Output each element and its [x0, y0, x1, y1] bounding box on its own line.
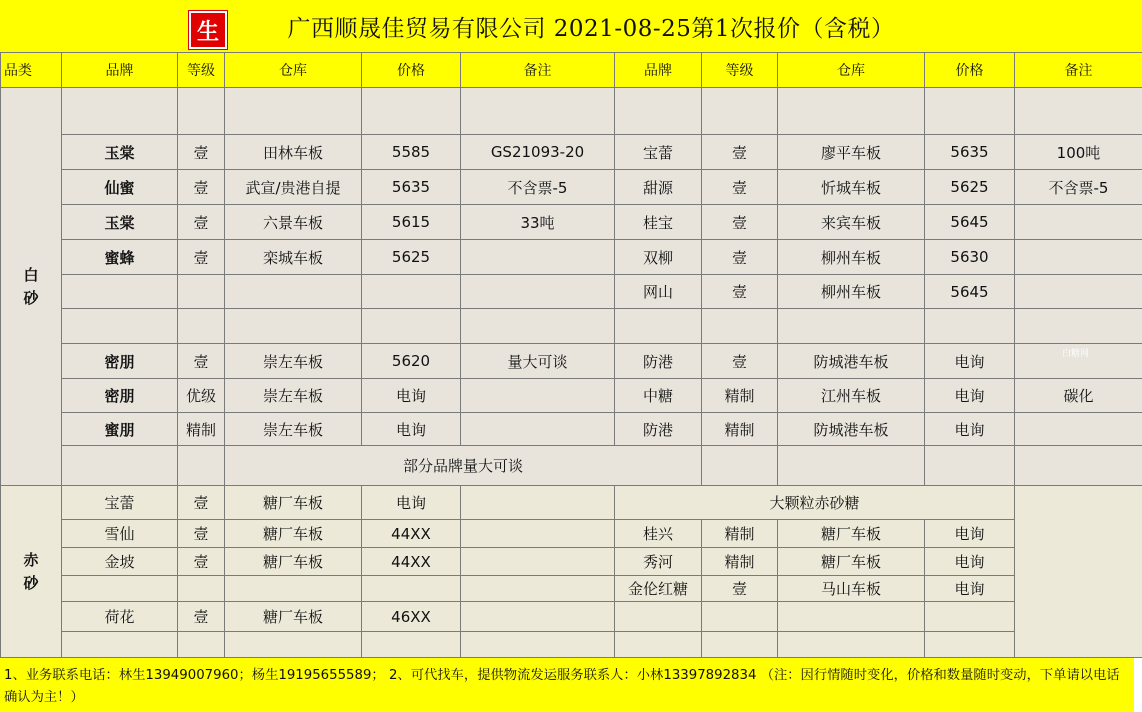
col-warehouse: 仓库 — [225, 53, 362, 88]
table-row — [1, 205, 1142, 240]
negotiable-note: 部分品牌量大可谈 — [225, 446, 702, 486]
cell — [178, 576, 225, 602]
cell — [62, 275, 178, 309]
cell-warehouse: 糖厂车板 — [778, 520, 925, 548]
cell-price: 5635 — [362, 170, 461, 205]
cell-brand: 密朋 — [62, 379, 178, 413]
cell — [615, 88, 702, 135]
cell — [925, 88, 1015, 135]
cell — [225, 275, 362, 309]
cell — [362, 576, 461, 602]
cell-price: 44XX — [362, 520, 461, 548]
cell — [461, 309, 615, 344]
cell-grade: 壹 — [178, 520, 225, 548]
cell-price: 电询 — [362, 413, 461, 446]
cell-warehouse: 江州车板 — [778, 379, 925, 413]
cell-grade: 精制 — [178, 413, 225, 446]
cell — [461, 88, 615, 135]
cell-grade: 壹 — [178, 240, 225, 275]
cell-warehouse: 武宣/贵港自提 — [225, 170, 362, 205]
col-grade-right: 等级 — [702, 53, 778, 88]
cell — [461, 632, 615, 658]
cell-warehouse: 田林车板 — [225, 135, 362, 170]
table-row — [1, 240, 1142, 275]
cell-brand: 防港 — [615, 413, 702, 446]
page-title: 广西顺晟佳贸易有限公司 2021-08-25第1次报价（含税） — [287, 15, 895, 42]
table-row — [1, 548, 1142, 576]
category-brown-sugar — [1, 486, 62, 658]
table-row — [1, 486, 1142, 520]
cell-remark — [1015, 275, 1142, 309]
cell-remark: 100吨 — [1015, 135, 1142, 170]
cell — [615, 632, 702, 658]
cell-grade: 精制 — [702, 413, 778, 446]
table-row — [1, 632, 1142, 658]
cell-brand: 金伦红糖 — [615, 576, 702, 602]
cell-price: 电询 — [925, 548, 1015, 576]
cell-warehouse: 栾城车板 — [225, 240, 362, 275]
cell-remark: 33吨 — [461, 205, 615, 240]
category-char: 赤 — [23, 550, 39, 569]
cell — [362, 309, 461, 344]
cell-remark — [1015, 413, 1142, 446]
cell-grade: 精制 — [702, 379, 778, 413]
cell-price: 5620 — [362, 344, 461, 379]
cell — [925, 309, 1015, 344]
category-white-sugar — [1, 88, 62, 486]
cell-warehouse: 来宾车板 — [778, 205, 925, 240]
table-row — [1, 170, 1142, 205]
cell — [1015, 446, 1142, 486]
cell-price: 5630 — [925, 240, 1015, 275]
price-table — [0, 52, 1142, 658]
cell-remark: 不含票-5 — [1015, 170, 1142, 205]
cell-warehouse: 糖厂车板 — [225, 520, 362, 548]
cell-remark — [461, 413, 615, 446]
cell-price: 电询 — [362, 486, 461, 520]
cell-price: 5635 — [925, 135, 1015, 170]
cell-warehouse: 糖厂车板 — [225, 486, 362, 520]
cell-brand: 仙蜜 — [62, 170, 178, 205]
cell-price: 电询 — [925, 344, 1015, 379]
table-row — [1, 602, 1142, 632]
cell — [461, 576, 615, 602]
cell-brand: 蜜蜂 — [62, 240, 178, 275]
cell-warehouse: 糖厂车板 — [225, 602, 362, 632]
cell — [1015, 309, 1142, 344]
cell-warehouse: 柳州车板 — [778, 275, 925, 309]
cell-grade: 壹 — [178, 548, 225, 576]
table-row — [1, 344, 1142, 379]
cell-brand: 桂宝 — [615, 205, 702, 240]
cell-warehouse: 马山车板 — [778, 576, 925, 602]
cell-grade: 壹 — [702, 344, 778, 379]
cell-price: 5645 — [925, 205, 1015, 240]
cell — [702, 632, 778, 658]
cell-brand: 秀河 — [615, 548, 702, 576]
cell — [178, 275, 225, 309]
cell — [362, 88, 461, 135]
cell-price: 5585 — [362, 135, 461, 170]
col-price: 价格 — [362, 53, 461, 88]
cell-warehouse: 忻城车板 — [778, 170, 925, 205]
cell — [778, 88, 925, 135]
cell-brand: 宝蕾 — [62, 486, 178, 520]
cell-grade: 壹 — [702, 135, 778, 170]
cell-brand: 玉棠 — [62, 205, 178, 240]
cell — [778, 309, 925, 344]
cell-price: 5645 — [925, 275, 1015, 309]
cell-brand: 甜源 — [615, 170, 702, 205]
cell-price: 电询 — [362, 379, 461, 413]
cell-warehouse: 柳州车板 — [778, 240, 925, 275]
cell-grade: 精制 — [702, 548, 778, 576]
col-remark-right: 备注 — [1015, 53, 1142, 88]
cell — [62, 309, 178, 344]
cell — [1015, 486, 1142, 658]
cell-grade: 壹 — [178, 344, 225, 379]
cell-price: 46XX — [362, 602, 461, 632]
cell — [461, 275, 615, 309]
cell-price: 44XX — [362, 548, 461, 576]
cell — [225, 576, 362, 602]
cell-warehouse: 廖平车板 — [778, 135, 925, 170]
col-remark: 备注 — [461, 53, 615, 88]
cell-grade: 壹 — [178, 205, 225, 240]
cell-remark — [461, 240, 615, 275]
col-warehouse-right: 仓库 — [778, 53, 925, 88]
cell — [778, 632, 925, 658]
cell — [178, 88, 225, 135]
col-price-right: 价格 — [925, 53, 1015, 88]
column-header-row — [1, 53, 1142, 88]
cell-brand: 雪仙 — [62, 520, 178, 548]
cell-brand: 防港 — [615, 344, 702, 379]
cell-brand: 宝蕾 — [615, 135, 702, 170]
cell-remark — [461, 379, 615, 413]
cell-brand: 双柳 — [615, 240, 702, 275]
cell — [62, 88, 178, 135]
cell — [702, 309, 778, 344]
title-bar — [0, 0, 1142, 52]
cell-remark — [1015, 205, 1142, 240]
cell-grade: 精制 — [702, 520, 778, 548]
cell — [225, 632, 362, 658]
cell-brand: 网山 — [615, 275, 702, 309]
table-row — [1, 275, 1142, 309]
col-brand-right: 品牌 — [615, 53, 702, 88]
cell-grade: 壹 — [702, 275, 778, 309]
cell-remark: 碳化 — [1015, 379, 1142, 413]
col-category: 品类 — [1, 53, 62, 88]
cell — [178, 446, 225, 486]
table-row — [1, 379, 1142, 413]
cell-remark: 不含票-5 — [461, 170, 615, 205]
table-row — [1, 88, 1142, 135]
cell — [925, 632, 1015, 658]
cell-price: 电询 — [925, 520, 1015, 548]
cell — [702, 446, 778, 486]
table-row — [1, 413, 1142, 446]
cell-price: 电询 — [925, 576, 1015, 602]
cell-remark: 量大可谈 — [461, 344, 615, 379]
cell-grade: 壹 — [178, 486, 225, 520]
cell — [778, 446, 925, 486]
cell-price: 电询 — [925, 379, 1015, 413]
cell — [225, 309, 362, 344]
cell-grade: 壹 — [702, 576, 778, 602]
cell — [925, 446, 1015, 486]
category-char: 砂 — [23, 288, 39, 307]
company-logo: 生 — [189, 11, 227, 49]
cell-remark — [461, 520, 615, 548]
cell — [178, 632, 225, 658]
cell — [362, 275, 461, 309]
cell-grade: 壹 — [702, 205, 778, 240]
cell-warehouse: 崇左车板 — [225, 413, 362, 446]
footer-contact-note: 1、业务联系电话：林生13949007960；杨生19195655589； 2、可代找车，提供物流发运服务联系人：小林13397892834 （注：因行情随时变化，价格和数量随时变动，下单请以电话确认为主！） — [0, 657, 1134, 712]
cell-brand: 密朋 — [62, 344, 178, 379]
category-char: 白 — [23, 265, 39, 284]
cell — [702, 88, 778, 135]
watermark: 白糖网 — [1062, 349, 1090, 359]
cell — [925, 602, 1015, 632]
cell-warehouse: 糖厂车板 — [778, 548, 925, 576]
brown-right-title: 大颗粒赤砂糖 — [615, 486, 1015, 520]
cell-remark — [461, 548, 615, 576]
cell-remark: GS21093-20 — [461, 135, 615, 170]
cell-warehouse: 防城港车板 — [778, 413, 925, 446]
table-row — [1, 135, 1142, 170]
cell-grade: 优级 — [178, 379, 225, 413]
cell-warehouse: 糖厂车板 — [225, 548, 362, 576]
table-row — [1, 576, 1142, 602]
cell-price: 5615 — [362, 205, 461, 240]
cell-warehouse: 崇左车板 — [225, 379, 362, 413]
col-grade: 等级 — [178, 53, 225, 88]
table-row — [1, 520, 1142, 548]
cell-remark — [461, 486, 615, 520]
cell-grade: 壹 — [702, 170, 778, 205]
cell-price: 5625 — [925, 170, 1015, 205]
category-char: 砂 — [23, 573, 39, 592]
cell — [62, 632, 178, 658]
cell-brand: 荷花 — [62, 602, 178, 632]
cell — [178, 309, 225, 344]
cell — [225, 88, 362, 135]
cell-grade: 壹 — [178, 135, 225, 170]
cell-remark — [1015, 240, 1142, 275]
table-row — [1, 446, 1142, 486]
cell-brand: 玉棠 — [62, 135, 178, 170]
cell — [778, 602, 925, 632]
cell-price: 5625 — [362, 240, 461, 275]
cell-grade: 壹 — [178, 170, 225, 205]
cell — [62, 446, 178, 486]
cell-warehouse: 崇左车板 — [225, 344, 362, 379]
col-brand: 品牌 — [62, 53, 178, 88]
cell-brand: 中糖 — [615, 379, 702, 413]
table-row — [1, 309, 1142, 344]
cell-price: 电询 — [925, 413, 1015, 446]
cell — [1015, 88, 1142, 135]
cell-grade: 壹 — [178, 602, 225, 632]
cell — [362, 632, 461, 658]
cell-warehouse: 防城港车板 — [778, 344, 925, 379]
cell-brand: 蜜朋 — [62, 413, 178, 446]
cell — [615, 602, 702, 632]
cell — [62, 576, 178, 602]
cell-brand: 桂兴 — [615, 520, 702, 548]
cell — [702, 602, 778, 632]
cell-brand: 金坡 — [62, 548, 178, 576]
cell — [615, 309, 702, 344]
cell-warehouse: 六景车板 — [225, 205, 362, 240]
cell-remark — [461, 602, 615, 632]
cell-grade: 壹 — [702, 240, 778, 275]
